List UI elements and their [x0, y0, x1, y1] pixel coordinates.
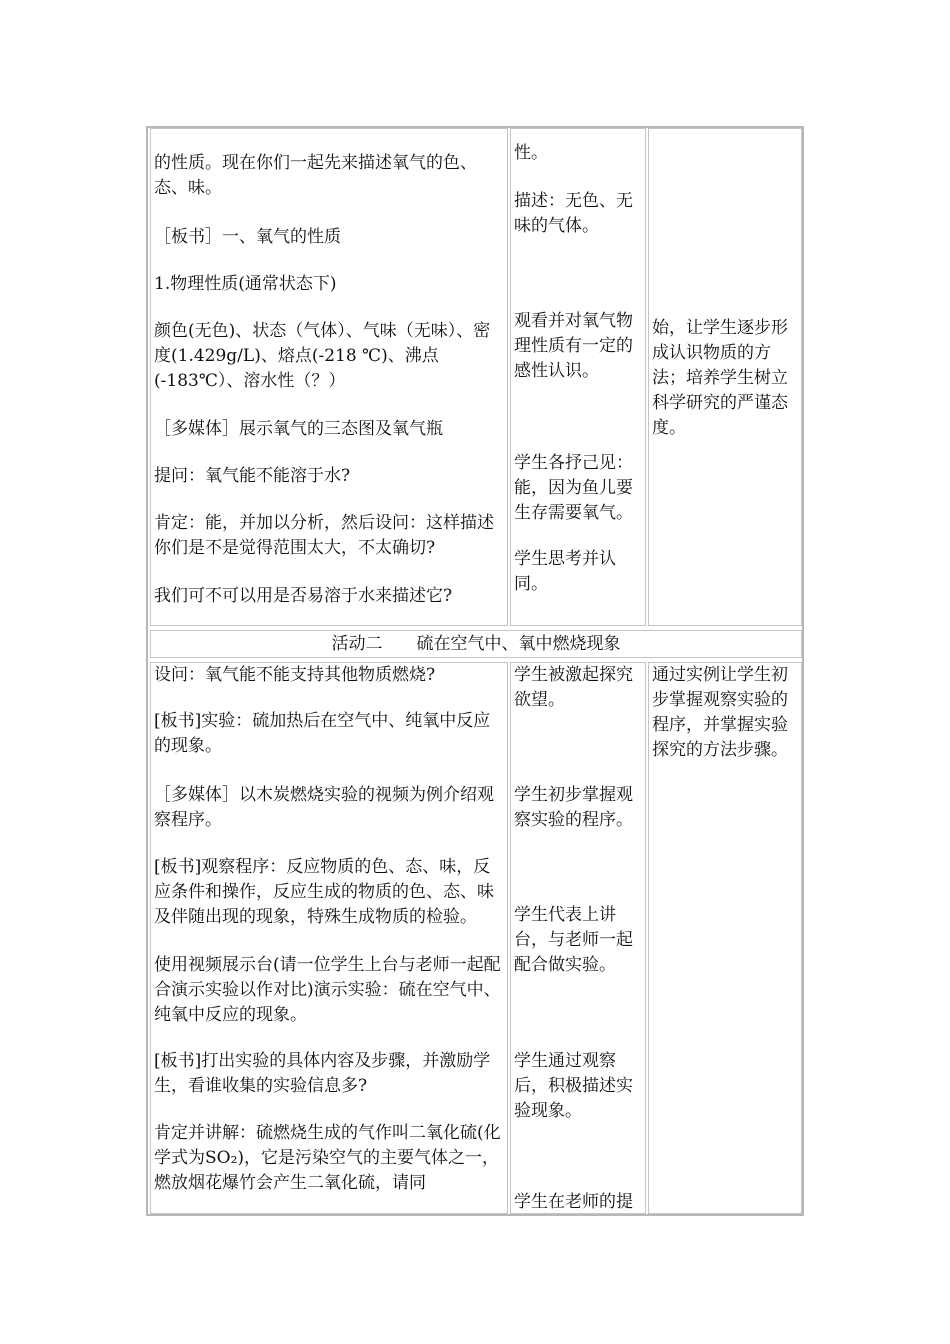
- paragraph: 肯定：能，并加以分析，然后设问：这样描述你们是不是觉得范围太大，不太确切?: [154, 513, 494, 558]
- paragraph: [板书]打出实验的具体内容及步骤，并激励学生，看谁收集的实验信息多?: [154, 1051, 491, 1096]
- student-activity-cell: [510, 662, 646, 1214]
- paragraph: ［多媒体］以木炭燃烧实验的视频为例介绍观察程序。: [154, 785, 494, 830]
- paragraph: 学生初步掌握观察实验的程序。: [514, 785, 633, 830]
- teacher-activity-cell: [150, 128, 508, 626]
- paragraph: 1.物理性质(通常状态下): [154, 274, 337, 294]
- paragraph: 描述：无色、无味的气体。: [514, 191, 633, 236]
- table-row: [148, 630, 802, 658]
- paragraph: 使用视频展示台(请一位学生上台与老师一起配合演示实验以作对比)演示实验：硫在空气中、纯氧中反应的现象。: [154, 955, 501, 1025]
- paragraph: [板书]观察程序：反应物质的色、态、味，反应条件和操作，反应生成的物质的色、态、味及伴随出现的现象，特殊生成物质的检验。: [154, 857, 494, 927]
- paragraph: [板书]实验：硫加热后在空气中、纯氧中反应的现象。: [154, 711, 491, 756]
- table-row: [148, 128, 802, 626]
- paragraph: ［板书］一、氧气的性质: [154, 227, 341, 247]
- paragraph: ［多媒体］展示氧气的三态图及氧气瓶: [154, 419, 443, 439]
- paragraph: 性。: [514, 143, 548, 163]
- paragraph: 我们可不可以用是否易溶于水来描述它?: [154, 586, 453, 606]
- teacher-activity-cell: [150, 662, 508, 1214]
- paragraph: 学生各抒己见：能，因为鱼儿要生存需要氧气。: [514, 453, 633, 523]
- paragraph: 学生代表上讲台，与老师一起配合做实验。: [514, 905, 633, 975]
- paragraph: 颜色(无色)、状态（气体）、气味（无味）、密度(1.429g/L)、熔点(-218 ℃)、沸点(-183℃）、溶水性（？）: [154, 321, 491, 391]
- paragraph: 观看并对氧气物理性质有一定的感性认识。: [514, 311, 633, 381]
- design-intent-cell: [648, 662, 802, 1214]
- paragraph: 通过实例让学生初步掌握观察实验的程序，并掌握实验探究的方法步骤。: [652, 665, 788, 760]
- paragraph: 提问：氧气能不能溶于水?: [154, 466, 351, 486]
- lesson-table: [146, 126, 804, 1216]
- student-activity-cell: [510, 128, 646, 626]
- paragraph: 设问：氧气能不能支持其他物质燃烧?: [154, 665, 436, 685]
- paragraph: 学生思考并认同。: [514, 549, 616, 594]
- design-intent-cell: [648, 128, 802, 626]
- activity-title-cell: [150, 630, 802, 658]
- paragraph: 学生通过观察后，积极描述实验现象。: [514, 1051, 633, 1121]
- paragraph: 学生被激起探究欲望。: [514, 665, 633, 710]
- paragraph: 肯定并讲解：硫燃烧生成的气作叫二氧化硫(化学式为SO₂)，它是污染空气的主要气体之一，燃放烟花爆竹会产生二氧化硫，请同: [154, 1123, 501, 1193]
- table-row: [148, 662, 802, 1214]
- activity-title: 活动二 硫在空气中、氧中燃烧现象: [331, 634, 621, 654]
- paragraph: 学生在老师的提: [514, 1192, 633, 1212]
- paragraph: 始，让学生逐步形成认识物质的方法；培养学生树立科学研究的严谨态度。: [652, 318, 788, 438]
- paragraph: 的性质。现在你们一起先来描述氧气的色、态、味。: [154, 153, 477, 198]
